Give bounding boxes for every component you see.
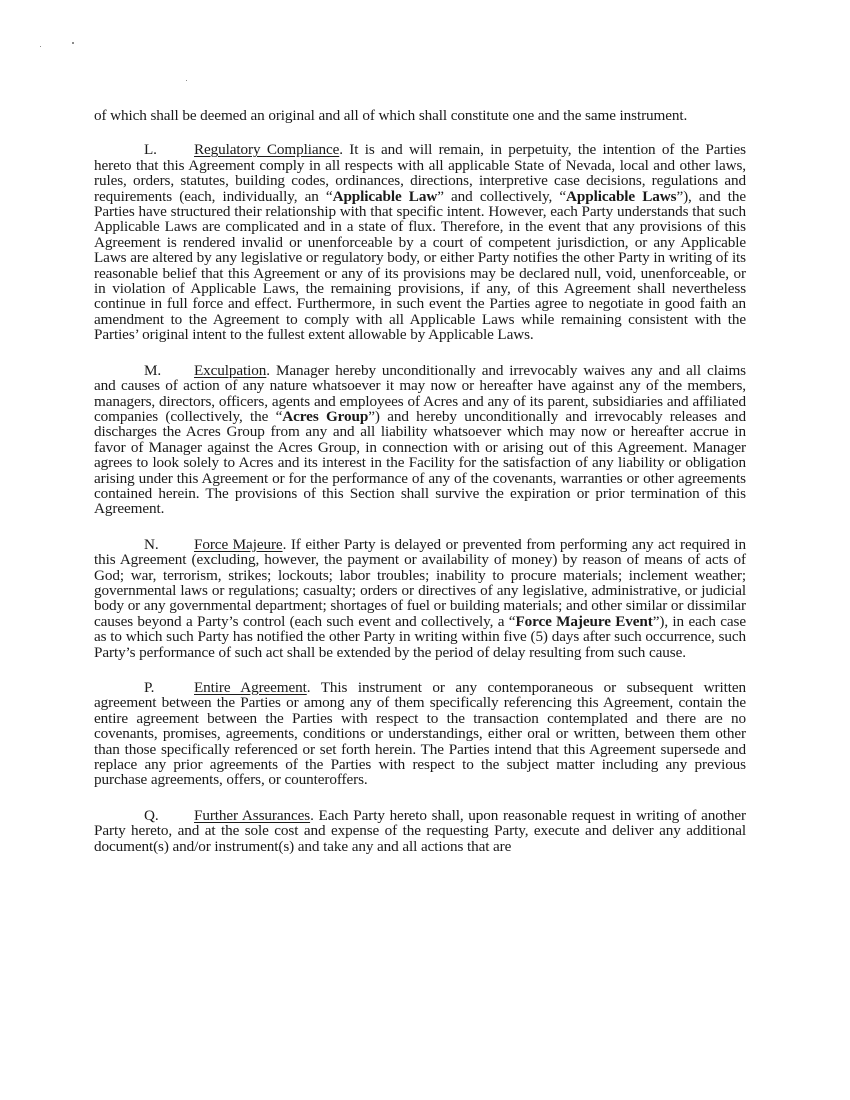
defined-term: Force Majeure Event [515,612,653,630]
section-text: ”), in each case as to which such Party has notified the other Party in writing within five (5) days after such occurrence, such Party’s performance of such act shall be extended by the period of delay resulting from such cause. [94,612,746,661]
section-text: . This instrument or any contemporaneous or subsequent written agreement between the Parties or among any of them specifically referencing this Agreement, contain the entire agreement between the Parties with respect to the transaction contemplated and there are no covenants, promises, agreements, conditions or understandings, either oral or written, between them other than those specifically referenced or set forth herein. The Parties intend that this Agreement supersede and replace any prior agreements of the Parties with respect to the subject matter including any previous purchase agreements, offers, or counteroffers. [94,679,746,789]
section-text: . If either Party is delayed or prevented from performing any act required in this Agreement (excluding, however, the payment or availability of money) by reason of means of acts of God; war, terrorism, strikes; lockouts; labor troubles; inability to procure materials; inclement weather; governmental laws or regulations; casualty; orders or directives of any legislative, administrative, or judicial body or any governmental department; shortages of fuel or building materials; and other similar or dissimilar causes beyond a Party’s control (each such event and collectively, a “ [94,535,746,630]
scan-speck [40,46,41,47]
section-q-further-assurances [94,808,746,854]
section-p-entire-agreement [94,680,746,788]
section-heading: Regulatory Compliance [194,141,340,159]
section-text: . Each Party hereto shall, upon reasonable request in writing of another Party hereto, and at the sole cost and expense of the requesting Party, execute and deliver any additional document(s) and/or instrument(s) and take any and all actions that are [94,806,746,855]
section-text: . Manager hereby unconditionally and irrevocably waives any and all claims and causes of action of any nature whatsoever it may now or hereafter have against any of the members, managers, directors, officers, agents and employees of Acres and any of its parent, subsidiaries and affiliated companies (collectively, the “ [94,361,746,425]
document-page [94,108,746,874]
section-text: ”), and the Parties have structured their relationship with that specific intent. However, each Party understands that such Applicable Laws are complicated and in a state of flux. Therefore, in the event that any provisions of this Agreement is rendered invalid or unenforceable by a court of competent jurisdiction, or any Applicable Laws are altered by any legislative or regulatory body, or either Party notifies the other Party in writing of its reasonable belief that this Agreement or any of its provisions may be declared null, void, unenforceable, or in violation of Applicable Laws, the remaining provisions, if any, of this Agreement shall nevertheless continue in full force and effect. Furthermore, in such event the Parties agree to negotiate in good faith an amendment to the Agreement to comply with all Applicable Laws while remaining consistent with the Parties’ original intent to the fullest extent allowable by Applicable Laws. [94,187,746,344]
section-n-force-majeure [94,537,746,660]
section-label: P. [144,679,155,696]
intro-paragraph: of which shall be deemed an original and all of which shall constitute one and the same instrument. [94,107,688,124]
defined-term: Applicable Laws [566,187,677,205]
section-heading: Entire Agreement [194,679,307,696]
section-label: N. [144,535,159,553]
defined-term: Acres Group [282,407,369,425]
section-label: M. [144,361,162,379]
section-heading: Exculpation [194,361,267,379]
scan-speck [186,80,187,81]
section-text: ”) and hereby unconditionally and irrevocably releases and discharges the Acres Group from any and all liability whatsoever which may now or hereafter accrue in favor of Manager against the Acres Group, in connection with or arising out of this Agreement. Manager agrees to look solely to Acres and its interest in the Facility for the satisfaction of any liability or obligation arising under this Agreement or for the performance of any of the covenants, warranties or other agreements contained herein. The provisions of this Section shall survive the expiration or prior termination of this Agreement. [94,407,747,518]
scan-speck [72,42,74,44]
section-label: Q. [144,806,159,824]
section-text: . It is and will remain, in perpetuity, the intention of the Parties hereto that this Agreement comply in all respects with all applicable State of Nevada, local and other laws, rules, orders, statutes, building codes, ordinances, directions, interpretive case decisions, regulations and requirements (each, individually, an “ [94,141,746,205]
section-l-regulatory-compliance [94,142,746,342]
section-text: ” and collectively, “ [437,187,567,205]
section-m-exculpation [94,363,746,517]
section-heading: Further Assurances [194,806,311,824]
section-label: L. [144,141,157,159]
section-heading: Force Majeure [194,535,283,553]
defined-term: Applicable Law [332,187,438,205]
